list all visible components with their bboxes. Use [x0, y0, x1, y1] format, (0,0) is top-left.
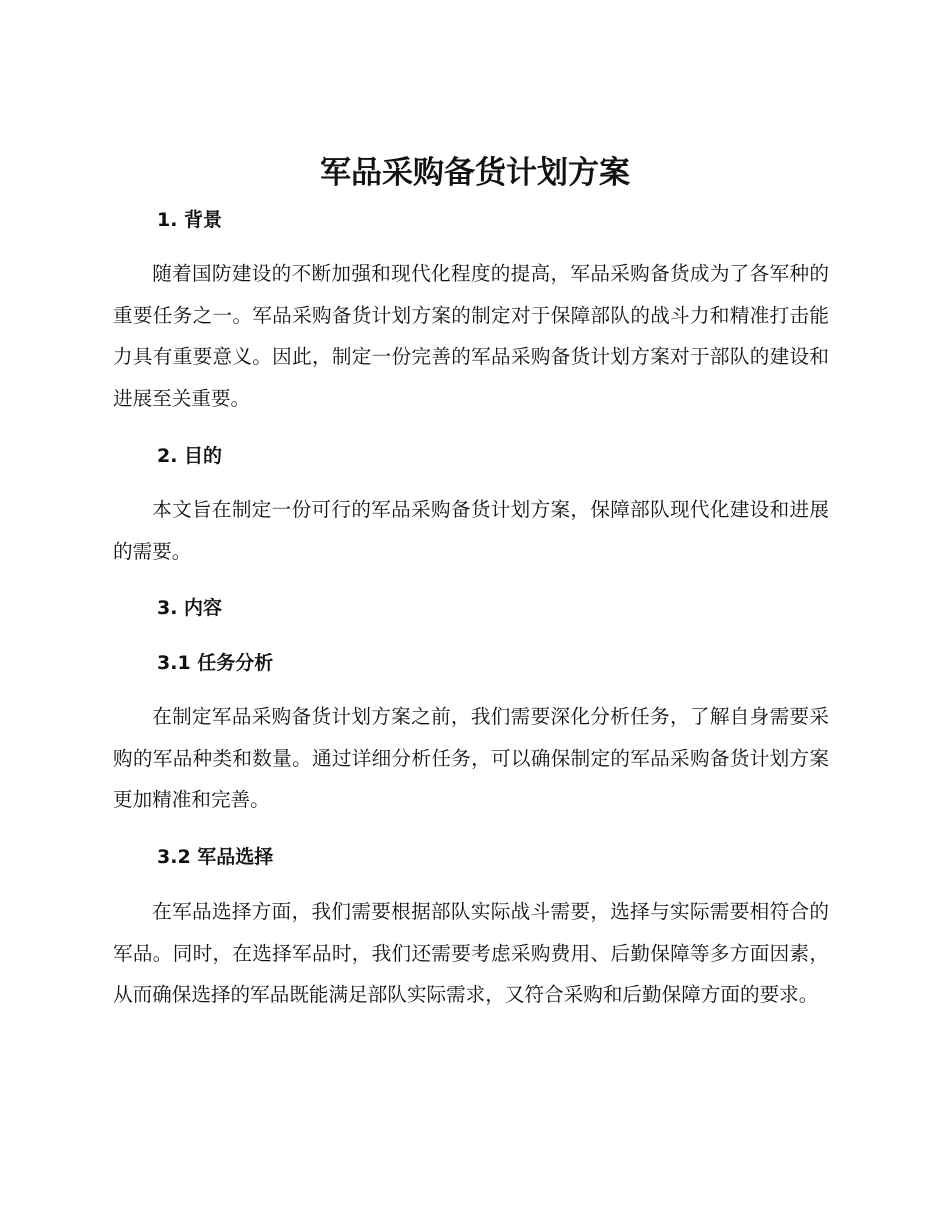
- section-heading-purpose: 2. 目的: [157, 445, 223, 467]
- paragraph-product-selection: 在军品选择方面，我们需要根据部队实际战斗需要，选择与实际需要相符合的军品。同时，在选择军品时，我们还需要考虑采购费用、后勤保障等多方面因素，从而确保选择的军品既能满足部队实际需求，又符合采购和后勤保障方面的要求。: [113, 900, 829, 1006]
- document-title: 军品采购备货计划方案: [320, 155, 630, 191]
- paragraph-background: 随着国防建设的不断加强和现代化程度的提高，军品采购备货成为了各军种的重要任务之一。军品采购备货计划方案的制定对于保障部队的战斗力和精准打击能力具有重要意义。因此，制定一份完善的军品采购备货计划方案对于部队的建设和进展至关重要。: [113, 262, 829, 410]
- section-heading-background: 1. 背景: [157, 209, 223, 231]
- paragraph-purpose: 本文旨在制定一份可行的军品采购备货计划方案，保障部队现代化建设和进展的需要。: [113, 498, 829, 563]
- section-heading-content: 3. 内容: [157, 597, 223, 619]
- section-heading-task-analysis: 3.1 任务分析: [157, 652, 274, 674]
- section-heading-product-selection: 3.2 军品选择: [157, 846, 274, 868]
- paragraph-task-analysis: 在制定军品采购备货计划方案之前，我们需要深化分析任务，了解自身需要采购的军品种类和数量。通过详细分析任务，可以确保制定的军品采购备货计划方案更加精准和完善。: [113, 705, 829, 811]
